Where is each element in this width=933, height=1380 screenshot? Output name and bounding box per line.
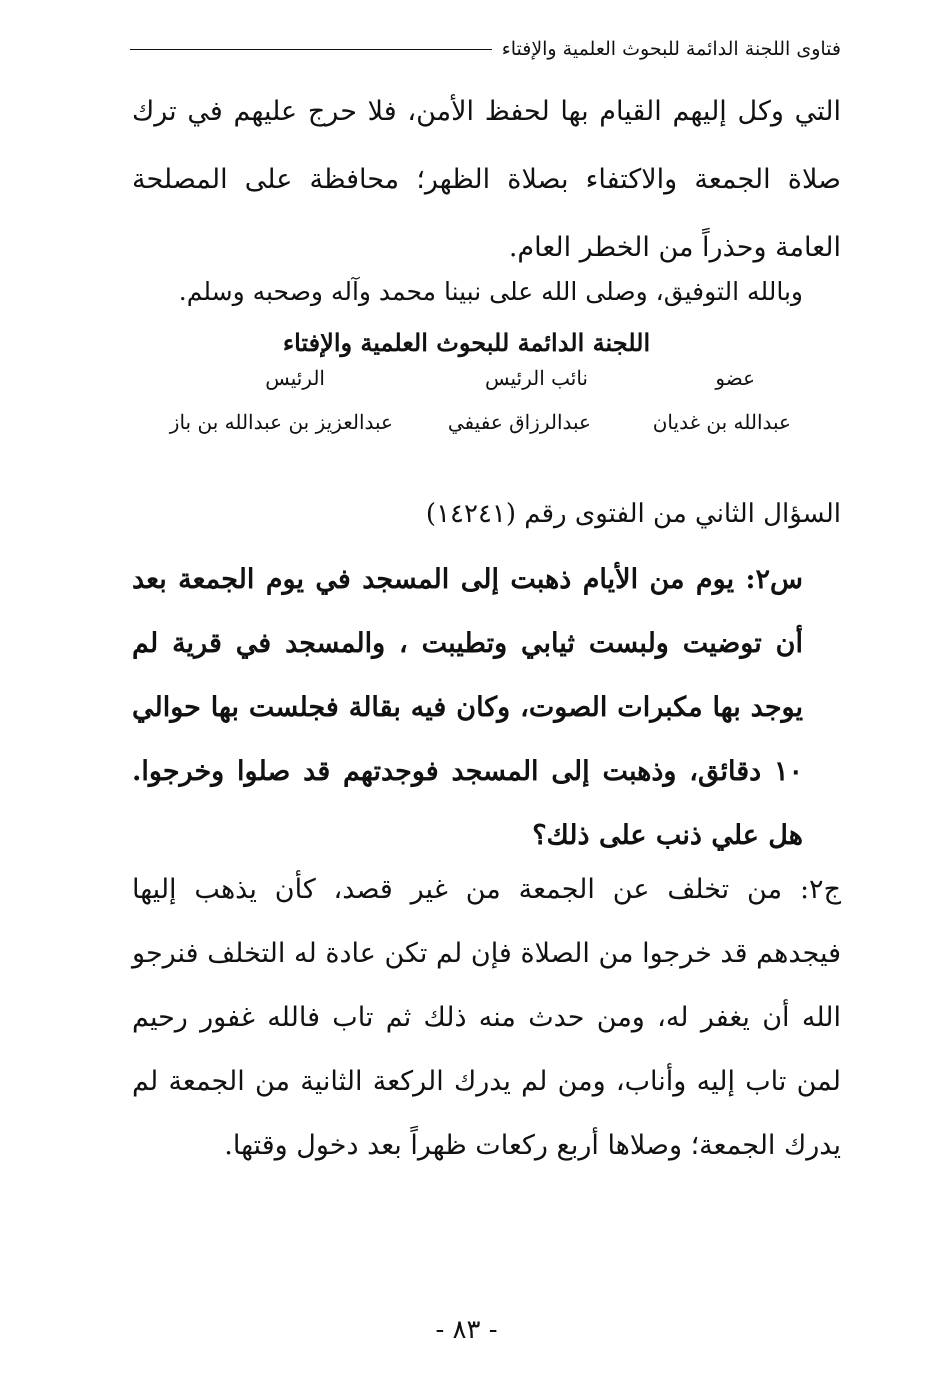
question-heading: السؤال الثاني من الفتوى رقم (١٤٢٤١)	[425, 499, 841, 529]
committee-name: اللجنة الدائمة للبحوث العلمية والإفتاء	[282, 328, 651, 357]
signatory-name-member: عبدالله بن غديان	[652, 410, 791, 434]
intro-paragraph: التي وكل إليهم القيام بها لحفظ الأمن، فلا حرج عليهم في ترك صلاة الجمعة والاكتفاء بصلاة الظهر؛ محافظة على المصلحة العامة وحذراً من الخطر العام.	[132, 96, 841, 263]
intro-block	[132, 78, 841, 282]
signatory-name-president: عبدالعزيز بن عبدالله بن باز	[169, 410, 393, 434]
running-header	[130, 32, 841, 66]
header-rule	[130, 49, 492, 50]
signatory-name-vice-president: عبدالرزاق عفيفي	[447, 410, 591, 434]
header-title: فتاوى اللجنة الدائمة للبحوث العلمية والإفتاء	[501, 38, 841, 60]
signatory-title-member: عضو	[715, 366, 755, 390]
answer-block	[132, 858, 841, 1178]
answer-paragraph: ج٢: من تخلف عن الجمعة من غير قصد، كأن يذهب إليها فيجدهم قد خرجوا من الصلاة فإن لم تكن عادة له التخلف فنرجو الله أن يغفر له، ومن حدث منه ذلك ثم تاب فالله غفور رحيم لمن تاب إليه وأناب، ومن لم يدرك الركعة الثانية من الجمعة لم يدرك الجمعة؛ وصلاها أربع ركعات ظهراً بعد دخول وقتها.	[132, 874, 841, 1161]
page-number: - ٨٣ -	[435, 1315, 498, 1345]
question-paragraph: س٢: يوم من الأيام ذهبت إلى المسجد في يوم الجمعة بعد أن توضيت ولبست ثيابي وتطيبت ، والمسجد في قرية لم يوجد بها مكبرات الصوت، وكان فيه بقالة فجلست بها حوالي ١٠ دقائق، وذهبت إلى المسجد فوجدتهم قد صلوا وخرجوا. هل علي ذنب على ذلك؟	[132, 564, 803, 851]
signatory-title-vice-president: نائب الرئيس	[484, 366, 588, 390]
question-heading-block	[132, 482, 841, 546]
closing-line: وبالله التوفيق، وصلى الله على نبينا محمد وآله وصحبه وسلم.	[178, 277, 803, 306]
question-block	[132, 548, 803, 868]
signatory-title-president: الرئيس	[265, 366, 325, 390]
